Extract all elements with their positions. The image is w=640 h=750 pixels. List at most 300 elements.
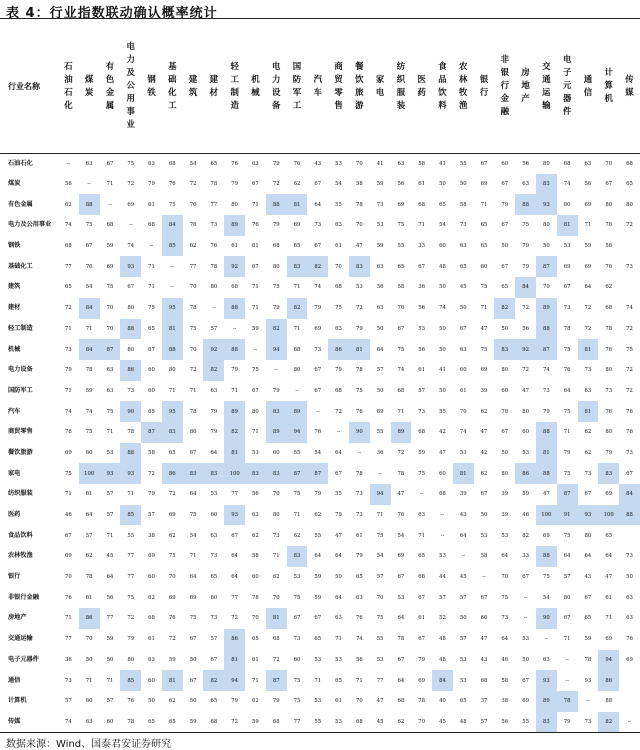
table-cell: 50 [328,567,349,588]
table-cell: 60 [287,650,308,671]
table-cell: 79 [58,360,79,381]
table-cell: 69 [598,484,619,505]
table-cell: -- [432,525,453,546]
table-cell: 67 [245,256,266,277]
table-cell: 62 [79,546,100,567]
table-cell: 63 [245,505,266,526]
table-cell: 67 [120,277,141,298]
table-cell: 57 [79,525,100,546]
column-header: 交 通 运 输 [536,19,557,153]
table-cell: 67 [391,567,412,588]
table-cell: 53 [307,691,328,712]
table-cell: 56 [245,484,266,505]
table-cell: 67 [224,525,245,546]
table-cell: 41 [432,360,453,381]
table-cell: 75 [100,277,121,298]
table-cell: 79 [203,401,224,422]
table-cell: 33 [515,546,536,567]
table-cell: 64 [203,443,224,464]
table-row [0,236,640,257]
table-cell: 78 [349,360,370,381]
table-cell: 56 [349,650,370,671]
table-cell: 74 [391,360,412,381]
table-cell: 67 [411,629,432,650]
table-cell: 85 [120,505,141,526]
table-cell: 59 [245,712,266,733]
table-cell: 55 [453,153,474,174]
table-cell: 76 [391,298,412,319]
table-cell: 62 [391,712,412,733]
table-cell: 43 [578,567,599,588]
table-cell: 76 [162,608,183,629]
table-cell: 61 [79,587,100,608]
table-cell: 89 [536,691,557,712]
table-cell: -- [557,650,578,671]
table-cell: 58 [474,546,495,567]
table-cell: -- [515,608,536,629]
row-label: 煤炭 [0,174,58,195]
table-cell: 65 [411,546,432,567]
table-cell: 79 [224,691,245,712]
table-cell: 79 [266,381,287,402]
table-cell: 64 [453,525,474,546]
table-row [0,525,640,546]
table-cell: 80 [557,194,578,215]
table-cell: 81 [453,463,474,484]
table-cell: 70 [100,319,121,340]
table-cell: 75 [162,546,183,567]
table-cell: 71 [287,277,308,298]
table-cell: 79 [266,691,287,712]
table-cell: 93 [100,463,121,484]
table-cell: 71 [411,525,432,546]
table-cell: 53 [100,443,121,464]
table-cell: 68 [391,381,412,402]
table-cell: 78 [391,463,412,484]
table-cell: 93 [578,505,599,526]
table-cell: 75 [557,525,578,546]
table-cell: 76 [162,174,183,195]
table-cell: 81 [536,443,557,464]
table-cell: 64 [557,546,578,567]
table-cell: 89 [224,215,245,236]
table-cell: 60 [100,712,121,733]
table-cell: 67 [494,256,515,277]
row-label: 电力及公用事业 [0,215,58,236]
table-cell: 67 [619,463,640,484]
table-cell: 75 [183,319,204,340]
table-cell: 61 [141,194,162,215]
table-cell: 65 [619,174,640,195]
table-cell: 88 [162,339,183,360]
table-cell: 47 [474,319,495,340]
table-cell: 65 [349,567,370,588]
row-label: 传媒 [0,712,58,733]
table-cell: 50 [494,443,515,464]
table-cell: 83 [183,463,204,484]
table-cell: 55 [432,401,453,422]
table-cell: 71 [245,277,266,298]
table-row [0,546,640,567]
column-header: 机 械 [245,19,266,153]
table-cell: 63 [453,339,474,360]
table-cell: 71 [183,381,204,402]
row-label: 机械 [0,339,58,360]
table-cell: 61 [411,174,432,195]
table-cell: 77 [100,608,121,629]
table-cell: 80 [224,194,245,215]
table-cell: 67 [307,608,328,629]
table-cell: 50 [453,608,474,629]
column-header: 钢 铁 [141,19,162,153]
table-cell: 80 [598,422,619,443]
table-cell: 38 [141,525,162,546]
table-cell: 75 [370,525,391,546]
table-cell: 67 [557,608,578,629]
table-cell: 80 [287,360,308,381]
table-cell: 71 [224,381,245,402]
table-cell: 76 [349,608,370,629]
table-cell: 60 [245,567,266,588]
table-cell: 71 [100,670,121,691]
table-cell: 53 [494,525,515,546]
table-cell: 74 [58,712,79,733]
table-cell: 79 [515,236,536,257]
table-cell: 78 [349,463,370,484]
table-cell: 63 [515,174,536,195]
table-cell: 67 [287,608,308,629]
table-cell: 67 [58,525,79,546]
table-cell: 69 [474,174,495,195]
table-cell: 89 [287,401,308,422]
table-cell: 79 [557,443,578,464]
table-cell: 82 [515,525,536,546]
table-cell: -- [162,277,183,298]
table-cell: 71 [58,319,79,340]
table-cell: -- [141,236,162,257]
table-cell: 33 [411,236,432,257]
table-cell: 68 [203,712,224,733]
table-cell: 50 [141,691,162,712]
table-cell: 64 [224,546,245,567]
column-header: 餐 饮 旅 游 [349,19,370,153]
table-cell: 69 [120,194,141,215]
table-cell: 65 [141,319,162,340]
table-row [0,505,640,526]
table-cell: 75 [287,484,308,505]
table-cell: 53 [515,629,536,650]
table-cell: 56 [515,153,536,174]
table-cell: 75 [120,153,141,174]
table-cell: 75 [370,608,391,629]
table-cell: 75 [141,298,162,319]
table-cell: 70 [370,587,391,608]
table-cell: 53 [328,650,349,671]
table-cell: 79 [557,712,578,733]
row-label: 电力设备 [0,360,58,381]
table-cell: 79 [266,215,287,236]
table-cell: 72 [162,629,183,650]
table-cell: 63 [578,381,599,402]
table-cell: 87 [266,670,287,691]
table-cell: 76 [598,215,619,236]
table-cell: 53 [453,443,474,464]
table-cell: 80 [536,215,557,236]
table-cell: 68 [141,608,162,629]
table-cell: 75 [557,463,578,484]
table-cell: 74 [432,298,453,319]
table-cell: 63 [141,153,162,174]
row-label: 餐饮旅游 [0,443,58,464]
table-cell: 47 [328,525,349,546]
table-cell: -- [287,381,308,402]
table-cell: 70 [79,629,100,650]
table-cell: 63 [411,505,432,526]
table-cell: 75 [557,401,578,422]
table-cell: 60 [141,360,162,381]
table-cell: 50 [183,691,204,712]
table-cell: 74 [536,360,557,381]
table-cell: 67 [100,153,121,174]
table-cell: 75 [474,277,495,298]
table-cell: 62 [474,401,495,422]
table-cell: 77 [224,587,245,608]
correlation-table [0,19,640,733]
table-cell: 83 [162,422,183,443]
table-cell: 54 [328,174,349,195]
table-cell: 48 [432,256,453,277]
table-cell: 71 [557,422,578,443]
table-cell: 72 [183,360,204,381]
table-cell: 50 [79,650,100,671]
table-cell: 62 [58,194,79,215]
table-cell: 78 [557,319,578,340]
table-row [0,298,640,319]
table-cell: 69 [141,546,162,567]
table-cell: 75 [619,339,640,360]
table-cell: 80 [203,277,224,298]
table-cell: 87 [536,256,557,277]
row-label: 非银行金融 [0,587,58,608]
table-cell: 73 [598,381,619,402]
table-cell: -- [432,505,453,526]
table-cell: 65 [245,629,266,650]
table-cell: 52 [432,608,453,629]
table-cell: 68 [266,629,287,650]
table-cell: 80 [578,525,599,546]
table-cell: 73 [266,525,287,546]
table-cell: 76 [349,401,370,422]
column-header: 电 子 元 器 件 [557,19,578,153]
column-header: 房 地 产 [515,19,536,153]
row-label: 房地产 [0,608,58,629]
table-row [0,443,640,464]
table-cell: 57 [141,505,162,526]
table-cell: 62 [162,691,183,712]
table-cell: 91 [557,505,578,526]
table-cell: 86 [224,629,245,650]
table-cell: 57 [100,691,121,712]
table-cell: 67 [515,567,536,588]
table-cell: 53 [245,443,266,464]
table-cell: 60 [494,381,515,402]
table-cell: 79 [224,360,245,381]
table-cell: 60 [79,443,100,464]
table-cell: 50 [432,174,453,195]
table-cell: 63 [203,381,224,402]
table-cell: 64 [370,339,391,360]
table-cell: 84 [432,670,453,691]
table-cell: 67 [307,381,328,402]
table-cell: 61 [79,484,100,505]
table-cell: 77 [58,629,79,650]
table-cell: 78 [203,174,224,195]
table-cell: 71 [245,298,266,319]
table-cell: 69 [58,546,79,567]
table-cell: 68 [619,153,640,174]
table-cell: 53 [453,650,474,671]
table-cell: 81 [578,339,599,360]
table-cell: 53 [370,650,391,671]
table-row [0,463,640,484]
table-cell: 72 [183,174,204,195]
table-cell: 80 [120,298,141,319]
table-cell: 62 [266,567,287,588]
table-cell: 36 [370,443,391,464]
table-row [0,712,640,733]
row-label: 电子元器件 [0,650,58,671]
table-cell: 65 [432,194,453,215]
table-cell: 65 [203,691,224,712]
table-cell: -- [619,712,640,733]
table-cell: 69 [578,256,599,277]
table-cell: 63 [578,153,599,174]
table-row [0,629,640,650]
table-cell: 75 [536,567,557,588]
table-row [0,587,640,608]
table-cell: 72 [619,319,640,340]
table-cell: 79 [515,256,536,277]
table-cell: 76 [307,422,328,443]
table-cell: 69 [307,319,328,340]
table-cell: 79 [307,484,328,505]
table-cell: 62 [307,505,328,526]
table-cell: 56 [411,298,432,319]
table-cell: 71 [183,546,204,567]
table-cell: 67 [453,319,474,340]
table-cell: 60 [266,443,287,464]
table-cell: 58 [141,443,162,464]
table-cell: 54 [307,443,328,464]
table-cell: 65 [162,443,183,464]
table-cell: -- [578,691,599,712]
table-cell: 69 [619,650,640,671]
column-header: 计 算 机 [598,19,619,153]
table-cell: 72 [120,174,141,195]
table-cell: -- [79,174,100,195]
table-cell: 64 [391,608,412,629]
table-cell: 65 [162,712,183,733]
table-cell: 71 [100,525,121,546]
table-cell: 58 [349,174,370,195]
table-cell: 64 [79,505,100,526]
table-cell: 74 [58,215,79,236]
table-cell: 67 [557,277,578,298]
table-cell: 54 [432,215,453,236]
table-cell: 73 [619,256,640,277]
table-cell: 83 [536,174,557,195]
table-cell: 72 [515,298,536,319]
table-cell: 83 [245,463,266,484]
table-cell: 68 [100,215,121,236]
table-cell: 75 [162,194,183,215]
table-cell: 68 [391,691,412,712]
table-cell: 59 [100,629,121,650]
table-cell: 92 [224,256,245,277]
table-cell: 69 [536,525,557,546]
table-cell: 50 [370,381,391,402]
table-cell: 59 [79,381,100,402]
table-cell: 63 [79,712,100,733]
table-cell: 88 [266,194,287,215]
table-cell: 75 [494,587,515,608]
row-label: 商贸零售 [0,422,58,443]
table-cell: 73 [578,463,599,484]
table-cell: 67 [183,629,204,650]
table-cell: 61 [453,381,474,402]
table-cell: 90 [536,608,557,629]
table-cell: 76 [183,215,204,236]
table-cell: 68 [141,215,162,236]
table-cell: 50 [474,505,495,526]
table-cell: 88 [598,691,619,712]
table-cell: 81 [578,401,599,422]
table-cell: 48 [432,629,453,650]
table-cell: 65 [307,629,328,650]
table-cell: 55 [307,712,328,733]
table-row [0,422,640,443]
row-label: 钢铁 [0,236,58,257]
table-cell: 53 [370,215,391,236]
table-cell: 39 [494,484,515,505]
table-cell: 62 [287,525,308,546]
table-cell: 80 [162,360,183,381]
table-cell: 78 [598,319,619,340]
table-cell: 78 [79,360,100,381]
table-cell: 63 [100,381,121,402]
table-cell: 72 [515,360,536,381]
table-cell: 65 [453,691,474,712]
table-cell: 50 [432,381,453,402]
table-cell: 63 [328,608,349,629]
table-cell: 59 [370,174,391,195]
table-cell: 80 [266,505,287,526]
table-cell: 72 [619,381,640,402]
table-cell: 80 [536,153,557,174]
table-cell: 71 [58,484,79,505]
table-cell: 73 [494,608,515,629]
table-cell: 56 [411,339,432,360]
table-cell: 73 [578,360,599,381]
table-cell: 85 [120,670,141,691]
table-cell: 67 [474,153,495,174]
table-cell: 78 [183,401,204,422]
table-cell: 73 [453,215,474,236]
table-cell: 70 [183,339,204,360]
table-cell: 65 [203,567,224,588]
table-cell: 71 [100,422,121,443]
table-cell: 81 [162,319,183,340]
